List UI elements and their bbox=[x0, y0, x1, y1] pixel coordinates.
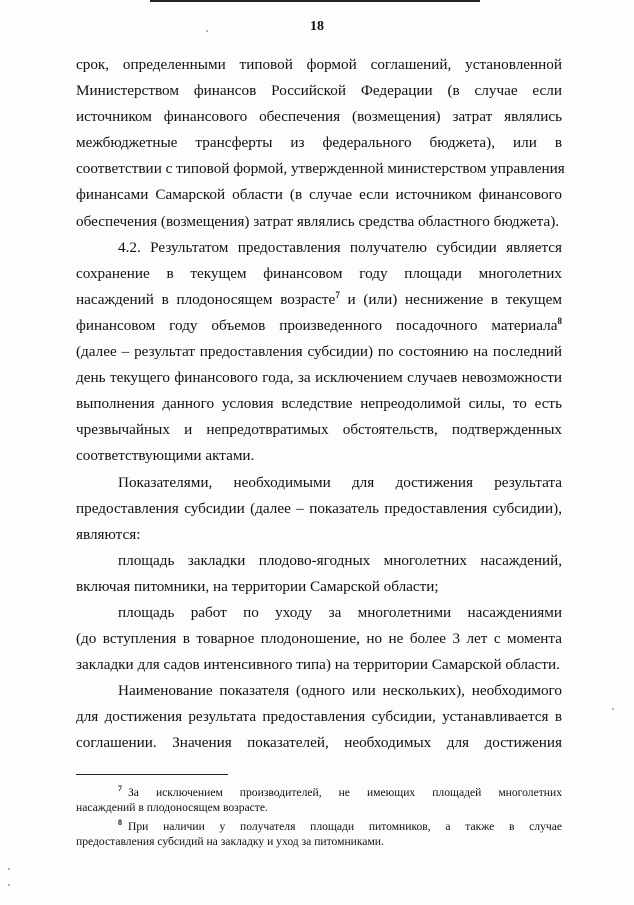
footnote-line bbox=[76, 781, 562, 800]
text-line: финансами Самарской области (в случае если источником финансового bbox=[76, 186, 562, 204]
text-line: (далее – результат предоставления субсидии) по состоянию на последний bbox=[76, 343, 562, 361]
text-line: срок, определенными типовой формой соглашений, установленной bbox=[76, 56, 562, 73]
footnote-mark: 7 bbox=[118, 784, 122, 793]
footnote-8 bbox=[76, 815, 562, 849]
text-line: выполнения данного условия вследствие непреодолимой силы, то есть bbox=[76, 395, 562, 413]
footnotes bbox=[76, 781, 562, 849]
paragraph-1 bbox=[76, 52, 565, 235]
text-line: день текущего финансового года, за исключением случаев невозможности bbox=[76, 369, 562, 387]
text-line-with-footnote-ref bbox=[76, 287, 562, 313]
text-line: (до вступления в товарное плодоношение, но не более 3 лет с момента bbox=[76, 630, 562, 648]
footnote-text: За исключением производителей, не имеющих площадей многолетних bbox=[128, 785, 562, 799]
scan-speck bbox=[206, 30, 208, 32]
paragraph-indicator-1 bbox=[76, 548, 562, 600]
footnote-line: насаждений в плодоносящем возрасте. bbox=[76, 800, 268, 814]
text-line: соответствии с типовой формой, утвержденной министерством управления bbox=[76, 160, 565, 178]
scan-edge-line bbox=[150, 0, 480, 2]
text-line: соответствующими актами. bbox=[76, 447, 255, 465]
footnote-separator bbox=[76, 774, 228, 775]
footnote-line: предоставления субсидий на закладку и уход за питомниками. bbox=[76, 834, 384, 848]
document-body bbox=[76, 52, 565, 757]
text-line: для достижения результата предоставления субсидии, устанавливается в bbox=[76, 708, 562, 726]
paragraph-indicator-2 bbox=[76, 600, 562, 678]
footnote-ref-8[interactable]: 8 bbox=[557, 315, 562, 326]
text-fragment: финансовом году объемов произведенного посадочного материала bbox=[76, 316, 558, 334]
footnote-line bbox=[76, 815, 562, 834]
text-line: площадь закладки плодово-ягодных многолетних насаждений, bbox=[118, 551, 562, 569]
text-line: обеспечения (возмещения) затрат являлись средства областного бюджета). bbox=[76, 212, 560, 230]
text-line-with-footnote-ref bbox=[76, 313, 562, 339]
text-line: чрезвычайных и непредотвратимых обстоятельств, подтвержденных bbox=[76, 421, 562, 439]
scan-speck bbox=[8, 868, 10, 870]
text-line: соглашении. Значения показателей, необходимых для достижения bbox=[76, 734, 562, 752]
paragraph-4-2 bbox=[76, 235, 562, 470]
footnote-ref-7[interactable]: 7 bbox=[335, 289, 340, 300]
footnote-mark: 8 bbox=[118, 817, 122, 827]
text-line: источником финансового обеспечения (возмещения) затрат являлись bbox=[76, 108, 562, 126]
scan-speck bbox=[8, 884, 10, 886]
paragraph-indicator-name bbox=[76, 678, 562, 756]
text-line: Наименование показателя (одного или нескольких), необходимого bbox=[118, 682, 562, 700]
text-line: 4.2. Результатом предоставления получателю субсидии является bbox=[118, 238, 562, 256]
text-line: Министерством финансов Российской Федерации (в случае если bbox=[76, 82, 562, 100]
scan-speck bbox=[612, 708, 614, 710]
text-line: площадь работ по уходу за многолетними насаждениями bbox=[118, 603, 562, 621]
text-line: Показателями, необходимыми для достижения результата bbox=[118, 473, 562, 491]
text-line: межбюджетные трансферты из федерального бюджета), или в bbox=[76, 134, 562, 152]
paragraph-indicators bbox=[76, 470, 562, 548]
text-fragment: насаждений в плодоносящем возрасте bbox=[76, 290, 336, 308]
text-line: закладки для садов интенсивного типа) на территории Самарской области. bbox=[76, 656, 560, 674]
text-fragment: и (или) неснижение в текущем bbox=[339, 290, 562, 308]
text-line: являются: bbox=[76, 525, 141, 543]
page-number: 18 bbox=[310, 19, 324, 34]
text-line: предоставления субсидии (далее – показатель предоставления субсидии), bbox=[76, 499, 562, 517]
footnote-7 bbox=[76, 781, 562, 815]
text-line: включая питомники, на территории Самарской области; bbox=[76, 577, 439, 595]
footnote-text: При наличии у получателя площади питомников, а также в случае bbox=[128, 819, 562, 833]
text-line: сохранение в текущем финансовом году площади многолетних bbox=[76, 264, 562, 282]
